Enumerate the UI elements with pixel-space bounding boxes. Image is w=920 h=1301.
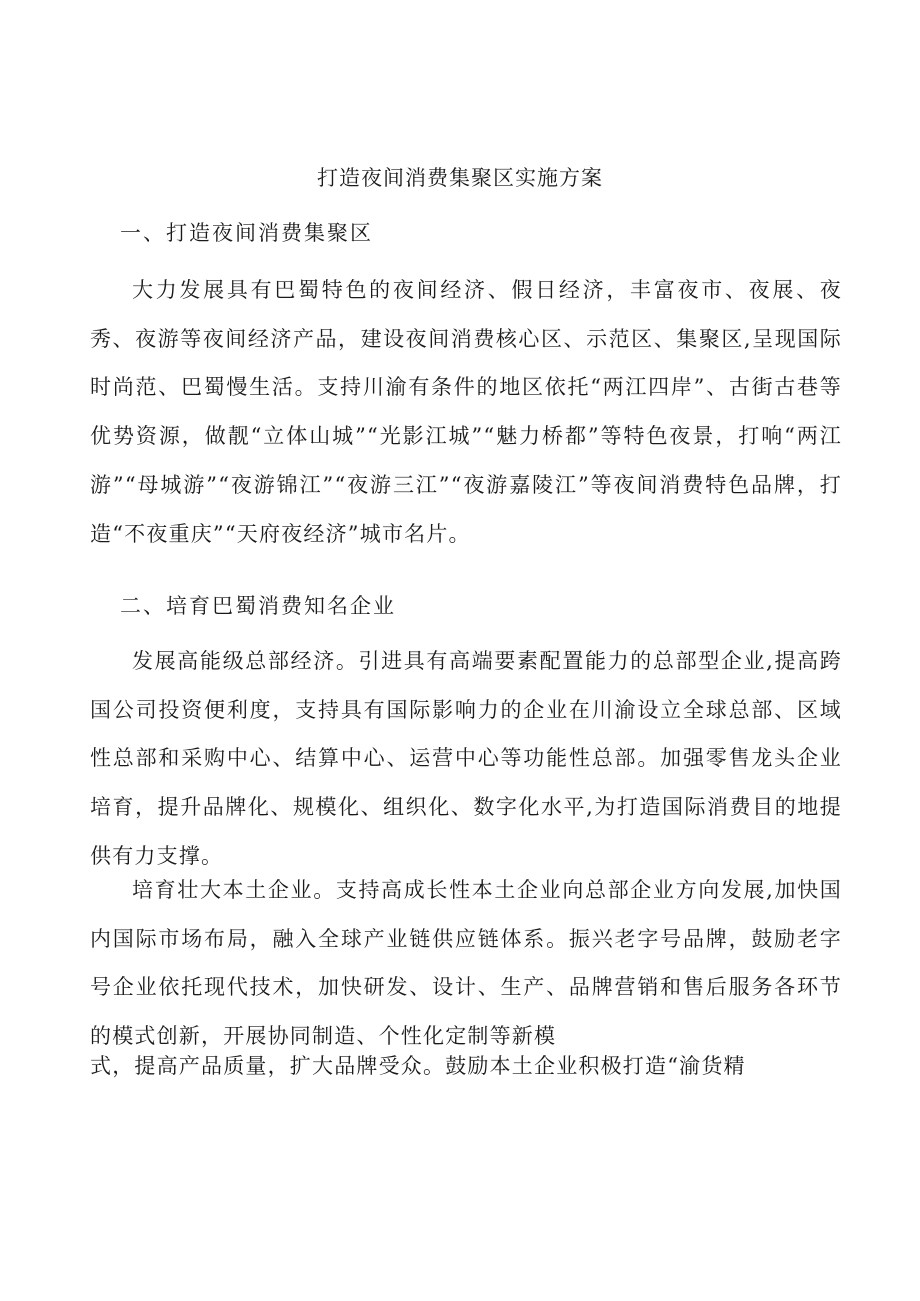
section-heading-1: 一、打造夜间消费集聚区 [120,221,373,245]
section-2-paragraph-2: 培育壮大本土企业。支持高成长性本土企业向总部企业方向发展,加快国内国际市场布局，融入全球产业链供应链体系。振兴老字号品牌，鼓励老字号企业依托现代技术，加快研发、设计、生产、品牌营销和售后服务各环节的模式创新，开展协同制造、个性化定制等新模 [90,878,842,1049]
document-title: 打造夜间消费集聚区实施方案 [317,166,603,190]
section-1-paragraph-1: 大力发展具有巴蜀特色的夜间经济、假日经济，丰富夜市、夜展、夜秀、夜游等夜间经济产品，建设夜间消费核心区、示范区、集聚区,呈现国际时尚范、巴蜀慢生活。支持川渝有条件的地区依托“两江四岸”、古街古巷等优势资源，做靓“立体山城”“光影江城”“魅力桥都”等特色夜景，打响“两江游”“母城游”“夜游锦江”“夜游三江”“夜游嘉陵江”等夜间消费特色品牌，打造“不夜重庆”“天府夜经济”城市名片。 [90,278,842,546]
section-heading-2: 二、培育巴蜀消费知名企业 [120,594,396,618]
section-2-paragraph-1: 发展高能级总部经济。引进具有高端要素配置能力的总部型企业,提高跨国公司投资便利度，支持具有国际影响力的企业在川渝设立全球总部、区域性总部和采购中心、结算中心、运营中心等功能性总部。加强零售龙头企业培育，提升品牌化、规模化、组织化、数字化水平,为打造国际消费目的地提供有力支撑。 [90,649,842,868]
section-2-paragraph-3: 式，提高产品质量，扩大品牌受众。鼓励本土企业积极打造“渝货精 [90,1054,746,1078]
